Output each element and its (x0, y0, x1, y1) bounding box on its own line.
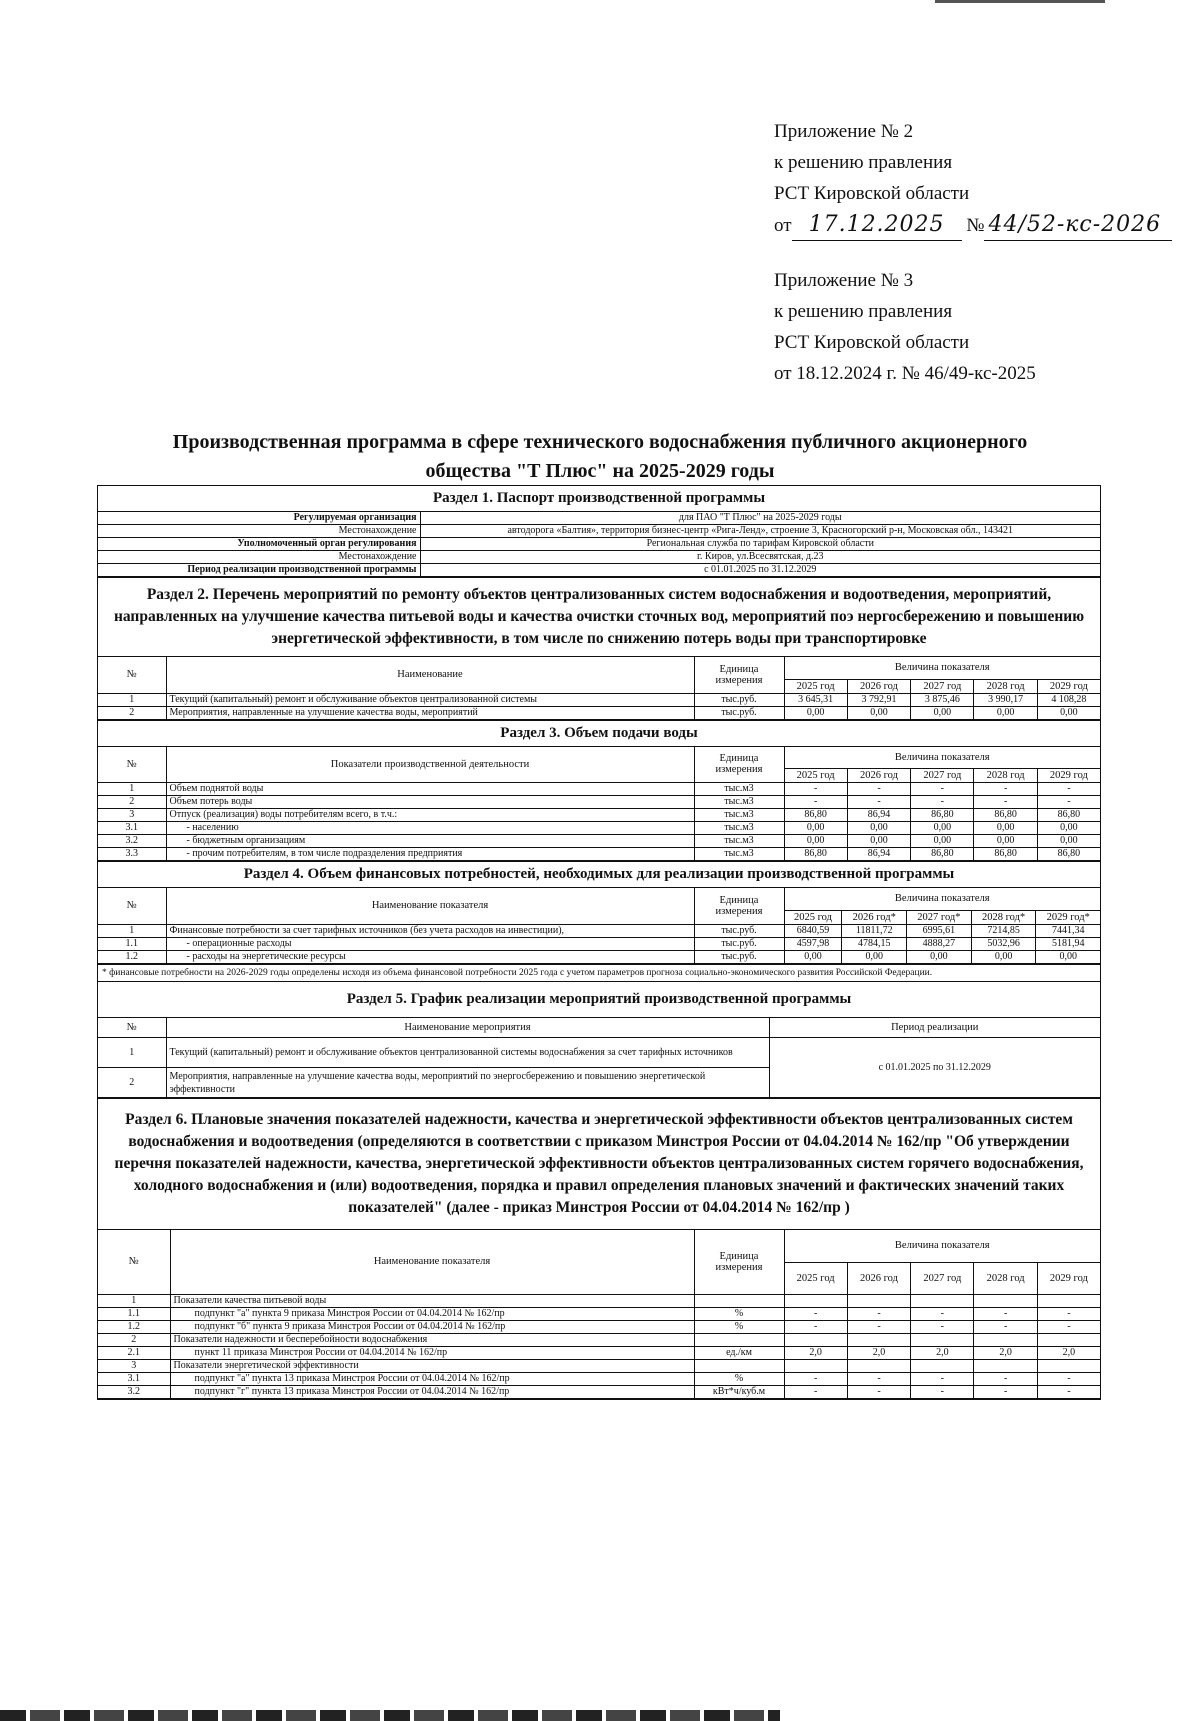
section-4-footnote: * финансовые потребности на 2026-2029 годы определены исходя из объема финансовой потребности 2025 года с учетом параметров прогноза социально-экономического развития Российской Федерации. (98, 964, 1100, 982)
supply-row (98, 835, 1100, 848)
finance-row (98, 924, 1100, 937)
row-value: 0,00 (1037, 835, 1100, 848)
num-header: № (98, 888, 166, 924)
row-value: 86,80 (1037, 848, 1100, 861)
section-6-table (98, 1230, 1100, 1399)
row-value: 86,94 (847, 809, 910, 822)
row-value: 86,80 (784, 848, 847, 861)
row-unit: ед./км (694, 1346, 784, 1359)
row-value: - (974, 1385, 1037, 1398)
row-value: - (911, 1320, 974, 1333)
row-name: Объем поднятой воды (166, 783, 694, 796)
passport-value: для ПАО "Т Плюс" на 2025-2029 годы (420, 512, 1100, 525)
row-value: 7214,85 (971, 924, 1036, 937)
row-value: 3 645,31 (784, 693, 847, 706)
row-value: - (784, 783, 847, 796)
name-header: Наименование (166, 657, 694, 693)
passport-value: Региональная служба по тарифам Кировской области (420, 538, 1100, 551)
period-header: Период реализации (769, 1018, 1100, 1038)
row-value: 0,00 (784, 835, 847, 848)
year-header: 2025 год (784, 679, 847, 693)
num-header: № (98, 657, 166, 693)
row-number: 2 (98, 706, 166, 719)
row-value: 2,0 (847, 1346, 910, 1359)
row-name: - операционные расходы (166, 937, 694, 950)
row-value: - (1037, 796, 1100, 809)
passport-row (98, 551, 1100, 564)
year-header: 2026 год (847, 769, 910, 783)
indicator-row (98, 1320, 1100, 1333)
row-value: - (1037, 1385, 1100, 1398)
handwritten-number: 44/52-кс-2026 (984, 209, 1172, 241)
passport-row (98, 512, 1100, 525)
row-name: - прочим потребителям, в том числе подразделения предприятия (166, 848, 694, 861)
year-header: 2029 год* (1036, 910, 1100, 924)
year-header: 2026 год (847, 679, 910, 693)
row-value (1037, 1294, 1100, 1307)
scan-artifact-top (935, 0, 1105, 3)
supply-row (98, 796, 1100, 809)
row-name: пункт 11 приказа Минстроя России от 04.04.2014 № 162/пр (170, 1346, 694, 1359)
supply-row (98, 822, 1100, 835)
row-value: 0,00 (847, 835, 910, 848)
row-value: 5181,94 (1036, 937, 1100, 950)
passport-row (98, 564, 1100, 577)
row-number: 3 (98, 1359, 170, 1372)
supply-row (98, 848, 1100, 861)
row-name: подпункт "а" пункта 13 приказа Минстроя России от 04.04.2014 № 162/пр (170, 1372, 694, 1385)
row-number: 1 (98, 693, 166, 706)
row-name: Мероприятия, направленные на улучшение качества воды, мероприятий (166, 706, 694, 719)
passport-value: с 01.01.2025 по 31.12.2029 (420, 564, 1100, 577)
row-value: 3 990,17 (974, 693, 1037, 706)
row-value: 6840,59 (784, 924, 842, 937)
year-header: 2025 год (784, 910, 842, 924)
passport-label: Уполномоченный орган регулирования (98, 538, 420, 551)
row-name: Отпуск (реализация) воды потребителям всего, в т.ч.: (166, 809, 694, 822)
row-value: - (784, 1385, 847, 1398)
num-header: № (98, 1230, 170, 1294)
row-name: Финансовые потребности за счет тарифных источников (без учета расходов на инвестиции), (166, 924, 694, 937)
supply-row (98, 809, 1100, 822)
row-value (847, 1294, 910, 1307)
year-header: 2028 год* (971, 910, 1036, 924)
row-value: - (911, 796, 974, 809)
indicator-group-row (98, 1333, 1100, 1346)
row-value: 86,80 (911, 809, 974, 822)
unit-header: Единица измерения (694, 888, 784, 924)
row-number: 2 (98, 796, 166, 809)
row-number: 3.1 (98, 1372, 170, 1385)
row-name: - населению (166, 822, 694, 835)
row-name: подпункт "а" пункта 9 приказа Минстроя России от 04.04.2014 № 162/пр (170, 1307, 694, 1320)
value-header: Величина показателя (784, 888, 1100, 910)
passport-label: Местонахождение (98, 525, 420, 538)
indicator-row (98, 1307, 1100, 1320)
row-value: - (847, 1320, 910, 1333)
value-header: Величина показателя (784, 1230, 1100, 1262)
row-value: 4888,27 (907, 937, 972, 950)
row-value: 0,00 (911, 706, 974, 719)
row-value (911, 1359, 974, 1372)
row-value (974, 1359, 1037, 1372)
name-header: Показатели производственной деятельности (166, 747, 694, 783)
row-value: - (974, 783, 1037, 796)
appendix-3-line: РСТ Кировской области (774, 332, 970, 353)
row-value: 3 792,91 (847, 693, 910, 706)
row-value: - (847, 796, 910, 809)
year-header: 2029 год (1037, 769, 1100, 783)
row-unit: тыс.руб. (694, 706, 784, 719)
appendix-3-block (774, 265, 1036, 389)
row-number: 3 (98, 809, 166, 822)
row-value (784, 1333, 847, 1346)
row-value: - (1037, 1372, 1100, 1385)
row-value: 0,00 (784, 822, 847, 835)
indicator-row (98, 1346, 1100, 1359)
row-value: - (784, 1320, 847, 1333)
name-header: Наименование мероприятия (166, 1018, 769, 1038)
row-value (911, 1333, 974, 1346)
section-4-table (98, 888, 1100, 964)
section-4-heading: Раздел 4. Объем финансовых потребностей, необходимых для реализации производственной программы (98, 861, 1100, 888)
row-name: Текущий (капитальный) ремонт и обслуживание объектов централизованной системы (166, 693, 694, 706)
measure-row (98, 693, 1100, 706)
appendix-2-line: РСТ Кировской области (774, 183, 970, 204)
row-value: - (911, 783, 974, 796)
row-value (847, 1333, 910, 1346)
row-value: 0,00 (911, 822, 974, 835)
passport-row (98, 538, 1100, 551)
row-unit: тыс.м3 (694, 835, 784, 848)
value-header: Величина показателя (784, 747, 1100, 769)
finance-row (98, 950, 1100, 963)
row-name: Показатели энергетической эффективности (170, 1359, 694, 1372)
row-name: Показатели качества питьевой воды (170, 1294, 694, 1307)
supply-row (98, 783, 1100, 796)
unit-header: Единица измерения (694, 747, 784, 783)
scan-artifact-bottom (0, 1710, 780, 1721)
section-2-heading: Раздел 2. Перечень мероприятий по ремонту объектов централизованных систем водоснабжения и водоотведения, мероприятий, направленных на улучшение качества питьевой воды и качества очистки сточных вод, мероприятий поэ нергосбережению и повышению энергетической эффективности, в том числе по снижению потерь воды при транспортировке (98, 577, 1100, 657)
row-name: Текущий (капитальный) ремонт и обслуживание объектов централизованной системы водоснабжения за счет тарифных источников (166, 1038, 769, 1068)
row-value: 4784,15 (842, 937, 907, 950)
row-value: - (974, 1307, 1037, 1320)
indicator-row (98, 1385, 1100, 1398)
row-unit: % (694, 1320, 784, 1333)
row-number: 3.3 (98, 848, 166, 861)
row-value (847, 1359, 910, 1372)
row-name: - расходы на энергетические ресурсы (166, 950, 694, 963)
row-unit: % (694, 1372, 784, 1385)
row-value: - (911, 1385, 974, 1398)
year-header: 2025 год (784, 769, 847, 783)
row-unit: тыс.м3 (694, 848, 784, 861)
appendix-2-date-number (774, 209, 1172, 241)
row-value: - (847, 1307, 910, 1320)
year-header: 2028 год (974, 769, 1037, 783)
row-number: 3.2 (98, 835, 166, 848)
row-unit (694, 1333, 784, 1346)
row-value: 0,00 (974, 822, 1037, 835)
appendix-2-block (774, 116, 1172, 241)
row-value: 0,00 (847, 706, 910, 719)
schedule-row (98, 1038, 1100, 1068)
row-value: 86,80 (784, 809, 847, 822)
indicator-group-row (98, 1359, 1100, 1372)
row-value: - (911, 1307, 974, 1320)
row-name: подпункт "г" пункта 13 приказа Минстроя России от 04.04.2014 № 162/пр (170, 1385, 694, 1398)
row-name: Показатели надежности и бесперебойности водоснабжения (170, 1333, 694, 1346)
row-value: - (784, 1307, 847, 1320)
passport-value: г. Киров, ул.Всесвятская, д.23 (420, 551, 1100, 564)
row-value: 0,00 (784, 706, 847, 719)
row-value: 86,94 (847, 848, 910, 861)
section-3-heading: Раздел 3. Объем подачи воды (98, 720, 1100, 747)
indicator-row (98, 1372, 1100, 1385)
row-value: 86,80 (974, 848, 1037, 861)
row-number: 2 (98, 1068, 166, 1098)
row-number: 1.2 (98, 1320, 170, 1333)
section-5-table (98, 1018, 1100, 1099)
row-value (784, 1294, 847, 1307)
num-header: № (98, 1018, 166, 1038)
row-name: Объем потерь воды (166, 796, 694, 809)
title-line-1: Производственная программа в сфере технического водоснабжения публичного акционерного (172, 431, 1028, 453)
row-unit: тыс.м3 (694, 822, 784, 835)
section-1-passport-table (98, 512, 1100, 577)
row-value: - (847, 783, 910, 796)
year-header: 2026 год (847, 1262, 910, 1294)
year-header: 2027 год (911, 1262, 974, 1294)
appendix-2-line: к решению правления (774, 152, 953, 173)
row-value (974, 1333, 1037, 1346)
row-value: 3 875,46 (911, 693, 974, 706)
num-header: № (98, 747, 166, 783)
section-6-heading: Раздел 6. Плановые значения показателей надежности, качества и энергетической эффективности объектов централизованных систем водоснабжения и водоотведения (определяются в соответствии с приказом Минстроя России от 04.04.2014 № 162/пр "Об утверждении перечня показателей надежности, качества, энергетической эффективности объектов централизованных систем горячего водоснабжения, холодного водоснабжения и (или) водоотведения, порядка и правил определения плановых значений и фактических значений таких показателей" (далее - приказ Минстроя России от 04.04.2014 № 162/пр ) (98, 1098, 1100, 1230)
row-value: 7441,34 (1036, 924, 1100, 937)
year-header: 2025 год (784, 1262, 847, 1294)
row-unit: тыс.м3 (694, 796, 784, 809)
document-title (95, 428, 1105, 486)
finance-row (98, 937, 1100, 950)
row-number: 1.1 (98, 937, 166, 950)
year-header: 2028 год (974, 679, 1037, 693)
row-value: - (1037, 783, 1100, 796)
row-value: - (784, 1372, 847, 1385)
appendix-3-title: Приложение № 3 (774, 270, 914, 291)
section-5-heading: Раздел 5. График реализации мероприятий производственной программы (98, 982, 1100, 1018)
row-value: 0,00 (1037, 822, 1100, 835)
row-number: 3.1 (98, 822, 166, 835)
indicator-group-row (98, 1294, 1100, 1307)
row-value: 0,00 (911, 835, 974, 848)
row-value: - (1037, 1307, 1100, 1320)
row-value: - (1037, 1320, 1100, 1333)
program-table-frame (97, 485, 1101, 1400)
row-value: - (784, 796, 847, 809)
year-header: 2027 год* (907, 910, 972, 924)
row-value: 0,00 (907, 950, 972, 963)
row-value (911, 1294, 974, 1307)
row-name: - бюджетным организациям (166, 835, 694, 848)
unit-header: Единица измерения (694, 657, 784, 693)
passport-value: автодорога «Балтия», территория бизнес-центр «Рига-Ленд», строение 3, Красногорский р-н, Московская обл., 143421 (420, 525, 1100, 538)
row-value: - (974, 1372, 1037, 1385)
row-name: Мероприятия, направленные на улучшение качества воды, мероприятий по энергосбережению и повышению энергетической эффективности (166, 1068, 769, 1098)
row-unit: тыс.м3 (694, 809, 784, 822)
row-value: 2,0 (1037, 1346, 1100, 1359)
passport-label: Регулируемая организация (98, 512, 420, 525)
year-header: 2027 год (911, 769, 974, 783)
measure-row (98, 706, 1100, 719)
passport-label: Период реализации производственной программы (98, 564, 420, 577)
row-value: 11811,72 (842, 924, 907, 937)
row-value: 86,80 (1037, 809, 1100, 822)
row-value: 0,00 (784, 950, 842, 963)
name-header: Наименование показателя (166, 888, 694, 924)
row-value: 6995,61 (907, 924, 972, 937)
row-value: 0,00 (974, 835, 1037, 848)
from-label: от (774, 215, 792, 236)
row-value: 0,00 (971, 950, 1036, 963)
number-label: № (966, 215, 985, 236)
name-header: Наименование показателя (170, 1230, 694, 1294)
row-number: 1 (98, 924, 166, 937)
row-unit: тыс.руб. (694, 924, 784, 937)
passport-label: Местонахождение (98, 551, 420, 564)
appendix-3-line: от 18.12.2024 г. № 46/49-кс-2025 (774, 363, 1036, 384)
section-2-table (98, 657, 1100, 720)
row-value: - (847, 1385, 910, 1398)
row-value (1037, 1359, 1100, 1372)
row-unit (694, 1294, 784, 1307)
value-header: Величина показателя (784, 657, 1100, 679)
row-value: 2,0 (784, 1346, 847, 1359)
row-value: - (974, 796, 1037, 809)
row-name: подпункт "б" пункта 9 приказа Минстроя России от 04.04.2014 № 162/пр (170, 1320, 694, 1333)
handwritten-date: 17.12.2025 (792, 209, 962, 241)
row-value: 0,00 (1037, 706, 1100, 719)
appendix-3-line: к решению правления (774, 301, 953, 322)
row-number: 1 (98, 783, 166, 796)
year-header: 2027 год (911, 679, 974, 693)
row-number: 3.2 (98, 1385, 170, 1398)
row-value (784, 1359, 847, 1372)
year-header: 2029 год (1037, 679, 1100, 693)
row-value: 86,80 (974, 809, 1037, 822)
row-unit: тыс.руб. (694, 950, 784, 963)
row-value: - (974, 1320, 1037, 1333)
row-number: 1.2 (98, 950, 166, 963)
row-unit: тыс.руб. (694, 693, 784, 706)
row-value: 2,0 (911, 1346, 974, 1359)
row-number: 1 (98, 1038, 166, 1068)
row-number: 2.1 (98, 1346, 170, 1359)
row-unit: кВт*ч/куб.м (694, 1385, 784, 1398)
row-unit: % (694, 1307, 784, 1320)
row-value: 2,0 (974, 1346, 1037, 1359)
passport-row (98, 525, 1100, 538)
row-value: - (847, 1372, 910, 1385)
row-value: 0,00 (847, 822, 910, 835)
row-value: 0,00 (1036, 950, 1100, 963)
row-unit: тыс.руб. (694, 937, 784, 950)
row-number: 1.1 (98, 1307, 170, 1320)
year-header: 2028 год (974, 1262, 1037, 1294)
unit-header: Единица измерения (694, 1230, 784, 1294)
appendix-2-title: Приложение № 2 (774, 121, 914, 142)
row-value: - (911, 1372, 974, 1385)
row-number: 1 (98, 1294, 170, 1307)
row-number: 2 (98, 1333, 170, 1346)
row-value (1037, 1333, 1100, 1346)
row-value: 4 108,28 (1037, 693, 1100, 706)
row-value: 5032,96 (971, 937, 1036, 950)
row-value (974, 1294, 1037, 1307)
row-unit (694, 1359, 784, 1372)
row-value: 0,00 (842, 950, 907, 963)
section-1-heading: Раздел 1. Паспорт производственной программы (98, 486, 1100, 512)
row-value: 0,00 (974, 706, 1037, 719)
row-value: 86,80 (911, 848, 974, 861)
year-header: 2026 год* (842, 910, 907, 924)
schedule-period: с 01.01.2025 по 31.12.2029 (769, 1038, 1100, 1098)
year-header: 2029 год (1037, 1262, 1100, 1294)
row-unit: тыс.м3 (694, 783, 784, 796)
section-3-table (98, 747, 1100, 862)
row-value: 4597,98 (784, 937, 842, 950)
title-line-2: общества "Т Плюс" на 2025-2029 годы (425, 460, 775, 482)
